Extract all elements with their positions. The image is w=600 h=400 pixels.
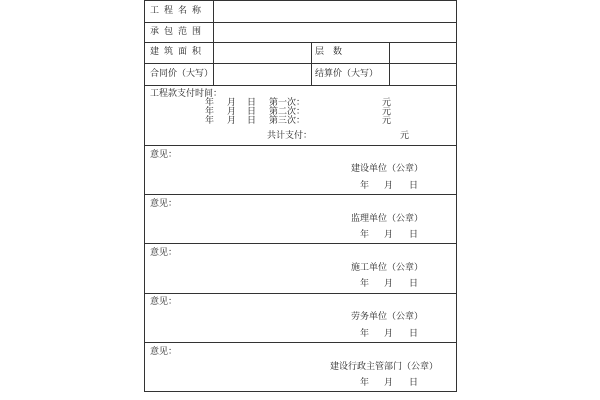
opinion-label: 意见： (150, 248, 178, 258)
installment-month: 月 (227, 98, 237, 108)
building-area-field[interactable] (214, 43, 310, 62)
row-divider (145, 293, 456, 294)
building-area-label: 建筑面积 (150, 47, 207, 57)
project-name-field[interactable] (214, 2, 456, 21)
date-year: 年 (360, 378, 370, 388)
contract-scope-field[interactable] (214, 23, 456, 41)
opinion-label: 意见： (150, 199, 178, 209)
supervision-unit-seal: 监理单位（公章） (351, 214, 424, 224)
installment-day: 日 (247, 98, 257, 108)
labor-unit-seal: 劳务单位（公章） (351, 312, 424, 322)
row-divider (145, 194, 456, 195)
date-day: 日 (409, 279, 419, 289)
installment-label: 第一次： (269, 98, 306, 108)
payment-time-title: 工程款支付时间： (150, 89, 223, 99)
installment-year: 年 (205, 116, 215, 126)
floors-field[interactable] (390, 43, 456, 62)
installment-day: 日 (247, 116, 257, 126)
date-month: 月 (384, 230, 394, 240)
project-name-label: 工程名称 (150, 6, 207, 16)
date-year: 年 (360, 279, 370, 289)
date-month: 月 (384, 329, 394, 339)
installment-unit: 元 (382, 116, 392, 126)
opinion-label: 意见： (150, 150, 178, 160)
contract-price-label: 合同价（大写） (150, 69, 214, 79)
date-month: 月 (384, 378, 394, 388)
settlement-price-label: 结算价（大写） (315, 69, 379, 79)
settlement-price-field[interactable] (390, 64, 456, 84)
date-day: 日 (409, 230, 419, 240)
column-divider (311, 42, 312, 85)
installment-label: 第三次： (269, 116, 306, 126)
row-divider (145, 243, 456, 244)
opinion-label: 意见： (150, 347, 178, 357)
installment-unit: 元 (382, 98, 392, 108)
total-payment-label: 共计支付： (267, 131, 313, 141)
date-day: 日 (409, 329, 419, 339)
installment-month: 月 (227, 116, 237, 126)
opinion-label: 意见： (150, 297, 178, 307)
authority-seal: 建设行政主管部门（公章） (330, 362, 439, 372)
installment-unit: 元 (382, 107, 392, 117)
contract-scope-label: 承包范围 (150, 27, 207, 37)
contract-price-field[interactable] (214, 64, 310, 84)
date-year: 年 (360, 181, 370, 191)
date-day: 日 (409, 378, 419, 388)
row-divider (145, 342, 456, 343)
row-divider (145, 145, 456, 146)
installment-year: 年 (205, 107, 215, 117)
installment-month: 月 (227, 107, 237, 117)
floors-label: 层 数 (315, 47, 343, 57)
row-divider (145, 85, 456, 86)
total-payment-unit: 元 (400, 131, 410, 141)
date-year: 年 (360, 230, 370, 240)
date-month: 月 (384, 279, 394, 289)
date-year: 年 (360, 329, 370, 339)
payment-form (144, 0, 457, 392)
date-day: 日 (409, 181, 419, 191)
installment-day: 日 (247, 107, 257, 117)
date-month: 月 (384, 181, 394, 191)
installment-label: 第二次： (269, 107, 306, 117)
contractor-unit-seal: 施工单位（公章） (351, 263, 424, 273)
construction-unit-seal: 建设单位（公章） (351, 164, 424, 174)
installment-year: 年 (205, 98, 215, 108)
